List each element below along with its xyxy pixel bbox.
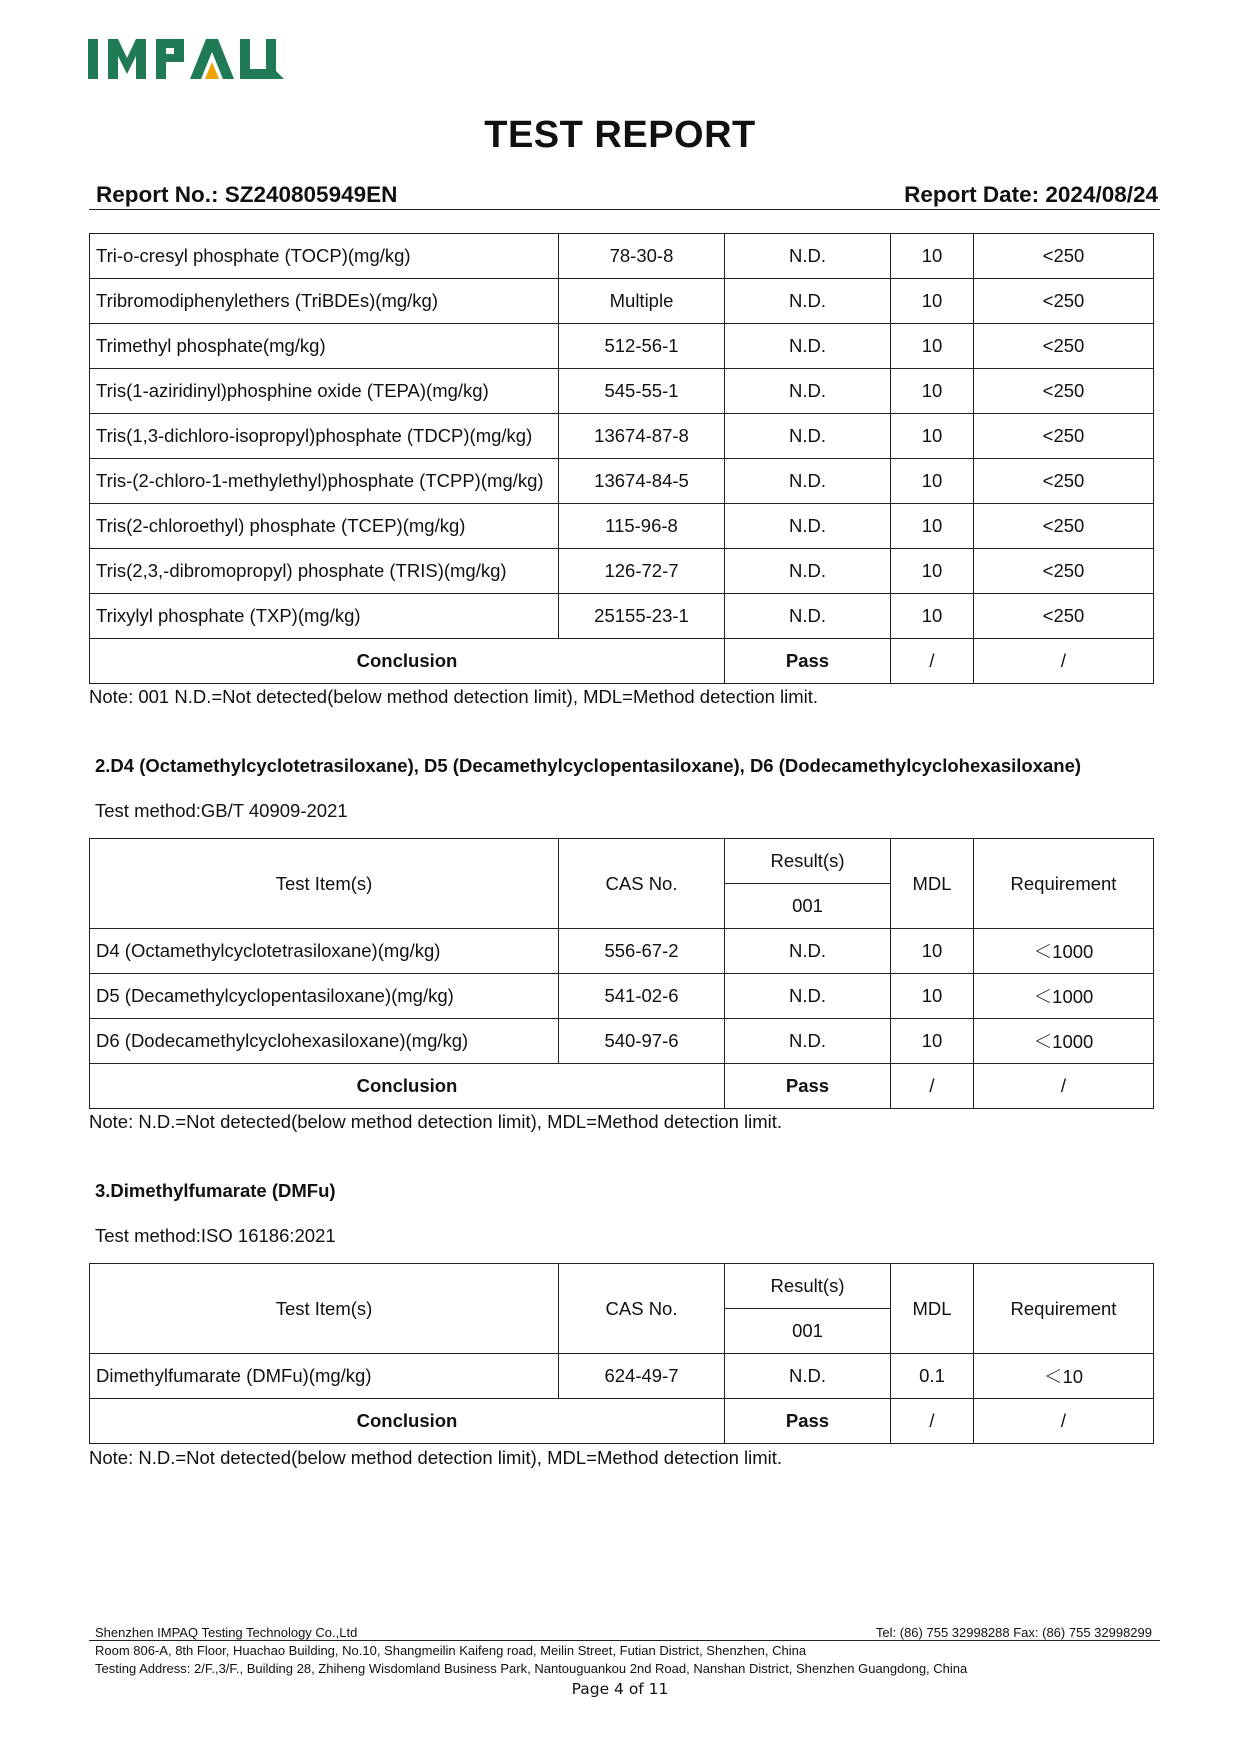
cas-cell: Multiple <box>559 279 725 324</box>
conclusion-row <box>90 639 1154 684</box>
test-item-cell: Tris(1,3-dichloro-isopropyl)phosphate (TDCP)(mg/kg) <box>90 414 559 459</box>
page-title: TEST REPORT <box>484 114 756 156</box>
cas-cell: 624-49-7 <box>559 1354 725 1399</box>
header-requirement: Requirement <box>974 839 1154 929</box>
requirement-cell: <250 <box>974 279 1154 324</box>
conclusion-requirement: / <box>974 639 1154 684</box>
conclusion-result: Pass <box>725 1399 891 1444</box>
mdl-cell: 10 <box>891 549 974 594</box>
requirement-cell: ＜1000 <box>974 1019 1154 1064</box>
report-date: Report Date: 2024/08/24 <box>904 182 1158 207</box>
test-item-cell: Tris(2-chloroethyl) phosphate (TCEP)(mg/kg) <box>90 504 559 549</box>
result-cell: N.D. <box>725 1019 891 1064</box>
section3-method: Test method:ISO 16186:2021 <box>95 1225 336 1246</box>
table2-note: Note: N.D.=Not detected(below method detection limit), MDL=Method detection limit. <box>89 1111 783 1132</box>
conclusion-mdl: / <box>891 1399 974 1444</box>
section3-title: 3.Dimethylfumarate (DMFu) <box>95 1180 336 1201</box>
conclusion-mdl: / <box>891 639 974 684</box>
conclusion-requirement: / <box>974 1064 1154 1109</box>
mdl-cell: 10 <box>891 929 974 974</box>
cas-cell: 13674-87-8 <box>559 414 725 459</box>
header-requirement: Requirement <box>974 1264 1154 1354</box>
cas-cell: 115-96-8 <box>559 504 725 549</box>
conclusion-requirement: / <box>974 1399 1154 1444</box>
table-row <box>90 324 1154 369</box>
test-item-cell: Tribromodiphenylethers (TriBDEs)(mg/kg) <box>90 279 559 324</box>
table-row <box>90 1019 1154 1064</box>
requirement-cell: <250 <box>974 549 1154 594</box>
page-number: Page 4 of 11 <box>571 1680 669 1698</box>
header-divider <box>89 209 1160 210</box>
header-sample-id: 001 <box>725 1309 891 1354</box>
table-row <box>90 1354 1154 1399</box>
test-item-cell: Dimethylfumarate (DMFu)(mg/kg) <box>90 1354 559 1399</box>
table-row <box>90 594 1154 639</box>
header-test-items: Test Item(s) <box>90 1264 559 1354</box>
result-cell: N.D. <box>725 504 891 549</box>
result-cell: N.D. <box>725 234 891 279</box>
report-header <box>94 180 1158 210</box>
header-cas-no: CAS No. <box>559 839 725 929</box>
cas-cell: 512-56-1 <box>559 324 725 369</box>
report-number: Report No.: SZ240805949EN <box>96 182 398 207</box>
table-row <box>90 279 1154 324</box>
footer-company: Shenzhen IMPAQ Testing Technology Co.,Ltd <box>95 1625 358 1640</box>
result-cell: N.D. <box>725 929 891 974</box>
requirement-cell: <250 <box>974 234 1154 279</box>
table-row <box>90 234 1154 279</box>
company-logo <box>88 36 298 82</box>
requirement-cell: <250 <box>974 459 1154 504</box>
footer-testing-address: Testing Address: 2/F.,3/F., Building 28, Zhiheng Wisdomland Business Park, Nantouguankou 2nd Road, Nanshan District, Shenzhen Guangdong, China <box>95 1661 968 1676</box>
mdl-cell: 10 <box>891 414 974 459</box>
table-row <box>90 459 1154 504</box>
flame-retardant-table <box>89 233 1154 684</box>
header-results: Result(s) <box>725 839 891 884</box>
requirement-cell: ＜1000 <box>974 929 1154 974</box>
table-row <box>90 929 1154 974</box>
footer-divider <box>89 1640 1160 1641</box>
mdl-cell: 10 <box>891 594 974 639</box>
mdl-cell: 10 <box>891 459 974 504</box>
test-item-cell: D6 (Dodecamethylcyclohexasiloxane)(mg/kg) <box>90 1019 559 1064</box>
impaq-logo-mark <box>88 36 298 82</box>
requirement-cell: ＜10 <box>974 1354 1154 1399</box>
test-item-cell: Tri-o-cresyl phosphate (TOCP)(mg/kg) <box>90 234 559 279</box>
header-cas-no: CAS No. <box>559 1264 725 1354</box>
mdl-cell: 10 <box>891 504 974 549</box>
cas-cell: 540-97-6 <box>559 1019 725 1064</box>
result-cell: N.D. <box>725 279 891 324</box>
result-cell: N.D. <box>725 414 891 459</box>
table-row <box>90 974 1154 1019</box>
section2-title: 2.D4 (Octamethylcyclotetrasiloxane), D5 (Decamethylcyclopentasiloxane), D6 (Dodecamethylcyclohexasiloxane) <box>95 755 1082 776</box>
header-test-items: Test Item(s) <box>90 839 559 929</box>
footer-contact: Tel: (86) 755 32998288 Fax: (86) 755 32998299 <box>875 1625 1152 1640</box>
conclusion-label: Conclusion <box>90 1399 725 1444</box>
cas-cell: 13674-84-5 <box>559 459 725 504</box>
table-row <box>90 549 1154 594</box>
requirement-cell: <250 <box>974 369 1154 414</box>
header-sample-id: 001 <box>725 884 891 929</box>
mdl-cell: 0.1 <box>891 1354 974 1399</box>
test-item-cell: Tris-(2-chloro-1-methylethyl)phosphate (TCPP)(mg/kg) <box>90 459 559 504</box>
table-row <box>90 369 1154 414</box>
table-row <box>90 414 1154 459</box>
conclusion-result: Pass <box>725 1064 891 1109</box>
mdl-cell: 10 <box>891 369 974 414</box>
test-item-cell: D4 (Octamethylcyclotetrasiloxane)(mg/kg) <box>90 929 559 974</box>
mdl-cell: 10 <box>891 974 974 1019</box>
requirement-cell: <250 <box>974 504 1154 549</box>
header-mdl: MDL <box>891 1264 974 1354</box>
cas-cell: 556-67-2 <box>559 929 725 974</box>
header-results: Result(s) <box>725 1264 891 1309</box>
footer-address: Room 806-A, 8th Floor, Huachao Building, No.10, Shangmeilin Kaifeng road, Meilin Street, Futian District, Shenzhen, China <box>95 1643 807 1658</box>
mdl-cell: 10 <box>891 234 974 279</box>
result-cell: N.D. <box>725 549 891 594</box>
test-item-cell: Tris(2,3,-dibromopropyl) phosphate (TRIS)(mg/kg) <box>90 549 559 594</box>
section2-method: Test method:GB/T 40909-2021 <box>95 800 348 821</box>
test-item-cell: Trixylyl phosphate (TXP)(mg/kg) <box>90 594 559 639</box>
requirement-cell: <250 <box>974 324 1154 369</box>
table3-note: Note: N.D.=Not detected(below method detection limit), MDL=Method detection limit. <box>89 1447 783 1468</box>
cas-cell: 541-02-6 <box>559 974 725 1019</box>
result-cell: N.D. <box>725 594 891 639</box>
result-cell: N.D. <box>725 459 891 504</box>
requirement-cell: <250 <box>974 594 1154 639</box>
siloxane-table <box>89 838 1154 1109</box>
result-cell: N.D. <box>725 369 891 414</box>
table1-note: Note: 001 N.D.=Not detected(below method detection limit), MDL=Method detection limit. <box>89 686 819 707</box>
conclusion-label: Conclusion <box>90 639 725 684</box>
test-item-cell: Trimethyl phosphate(mg/kg) <box>90 324 559 369</box>
cas-cell: 545-55-1 <box>559 369 725 414</box>
result-cell: N.D. <box>725 324 891 369</box>
header-mdl: MDL <box>891 839 974 929</box>
cas-cell: 78-30-8 <box>559 234 725 279</box>
conclusion-mdl: / <box>891 1064 974 1109</box>
table-row <box>90 504 1154 549</box>
dmfu-table <box>89 1263 1154 1444</box>
requirement-cell: ＜1000 <box>974 974 1154 1019</box>
mdl-cell: 10 <box>891 324 974 369</box>
mdl-cell: 10 <box>891 1019 974 1064</box>
requirement-cell: <250 <box>974 414 1154 459</box>
conclusion-row <box>90 1064 1154 1109</box>
conclusion-label: Conclusion <box>90 1064 725 1109</box>
cas-cell: 126-72-7 <box>559 549 725 594</box>
result-cell: N.D. <box>725 1354 891 1399</box>
conclusion-row <box>90 1399 1154 1444</box>
conclusion-result: Pass <box>725 639 891 684</box>
test-item-cell: Tris(1-aziridinyl)phosphine oxide (TEPA)(mg/kg) <box>90 369 559 414</box>
test-item-cell: D5 (Decamethylcyclopentasiloxane)(mg/kg) <box>90 974 559 1019</box>
cas-cell: 25155-23-1 <box>559 594 725 639</box>
mdl-cell: 10 <box>891 279 974 324</box>
result-cell: N.D. <box>725 974 891 1019</box>
